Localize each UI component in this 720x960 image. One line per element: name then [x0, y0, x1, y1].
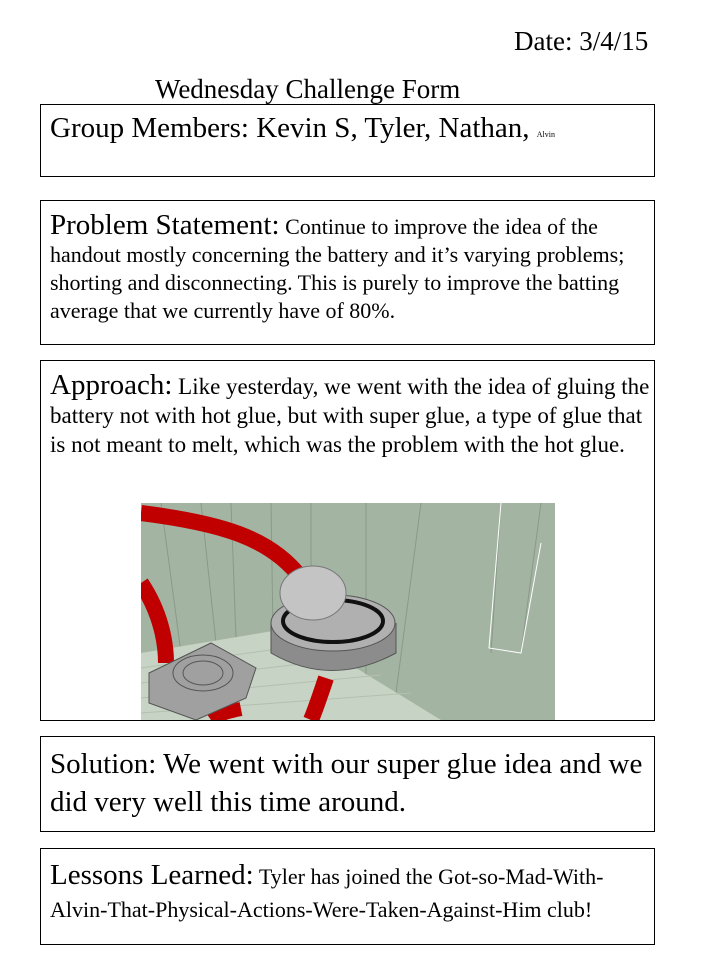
group-members-small-name: Alvin — [536, 130, 556, 139]
problem-statement-text: Continue to improve the idea of the handout mostly concerning the battery and it’s varying problems; shorting and disconnecting. This is purely to improve the batting average that we currently have of 80%. — [50, 214, 625, 323]
approach-box — [40, 360, 655, 721]
solution-box — [40, 736, 655, 832]
approach-label: Approach: — [50, 369, 173, 401]
problem-statement-box — [40, 200, 655, 345]
lessons-learned-text: Tyler has joined the Got-so-Mad-With-Alvin-That-Physical-Actions-Were-Taken-Against-Him club! — [50, 864, 604, 922]
solution-text: Solution: We went with our super glue idea and we did very well this time around. — [50, 748, 643, 818]
group-members-names: Kevin S, Tyler, Nathan, — [256, 112, 530, 144]
problem-statement-label: Problem Statement: — [50, 209, 280, 241]
date: Date: 3/4/15 — [514, 26, 649, 56]
form-title: Wednesday Challenge Form — [155, 74, 461, 104]
battery-render-image — [141, 503, 555, 720]
lessons-learned-label: Lessons Learned: — [50, 859, 254, 891]
group-members-box — [40, 104, 655, 177]
group-members-label: Group Members: — [50, 112, 257, 144]
lessons-learned-box — [40, 848, 655, 945]
approach-text: Like yesterday, we went with the idea of gluing the battery not with hot glue, but with super glue, a type of glue that is not meant to melt, which was the problem with the hot glue. — [50, 374, 650, 457]
